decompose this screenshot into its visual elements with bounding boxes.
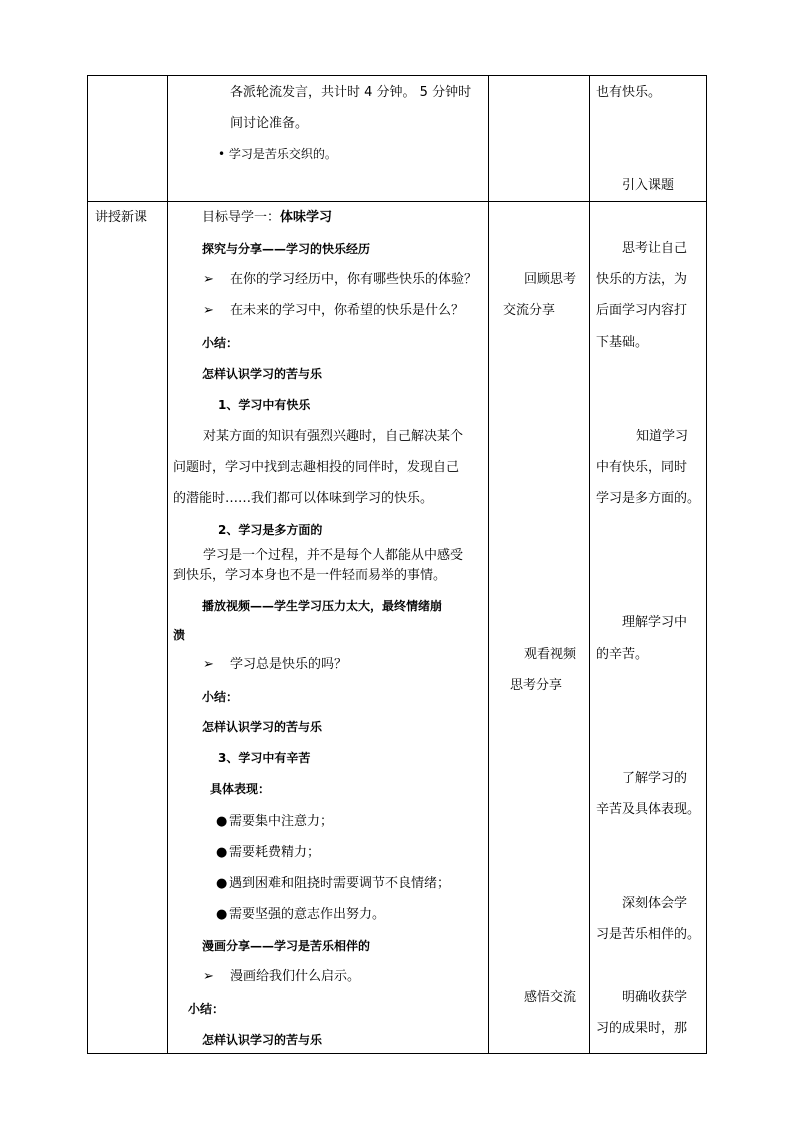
intent-line: 习的成果时，那 — [596, 1021, 688, 1036]
goal-prefix: 目标导学一： — [202, 210, 281, 225]
intent-line: 学习是多方面的。 — [596, 491, 701, 506]
student-activity: 观看视频 — [524, 647, 577, 662]
video-heading-cont: 溃 — [173, 628, 186, 642]
intent-line: 中有快乐，同时 — [596, 460, 688, 475]
specific-label: 具体表现： — [210, 782, 271, 796]
bullet-icon: ● — [216, 907, 228, 922]
arrow-icon: ➢ — [203, 303, 214, 318]
how-heading: 怎样认识学习的苦与乐 — [202, 367, 323, 381]
para2-line: 到快乐，学习本身也不是一件轻而易举的事情。 — [173, 568, 447, 583]
goal-heading — [202, 210, 332, 226]
intent-line: 的辛苦。 — [596, 647, 649, 662]
section-label: 讲授新课 — [95, 210, 148, 225]
bullet-item: 需要集中注意力； — [229, 814, 334, 829]
bullet-item: 需要耗费精力； — [229, 845, 321, 860]
question-4: 漫画给我们什么启示。 — [230, 969, 361, 984]
intent-line: 了解学习的 — [622, 771, 688, 786]
question-1: 在你的学习经历中，你有哪些快乐的体验？ — [230, 272, 478, 287]
student-activity: 回顾思考 — [524, 272, 577, 287]
intent-line: 后面学习内容打 — [596, 303, 688, 318]
table-border-right — [706, 75, 707, 1054]
para1-line: 对某方面的知识有强烈兴趣时，自己解决某个 — [203, 429, 464, 444]
how-heading: 怎样认识学习的苦与乐 — [202, 1033, 323, 1047]
row1-bullet-line: • 学习是苦乐交织的。 — [218, 147, 337, 161]
intent-line: 知道学习 — [636, 429, 689, 444]
table-col-divider-1 — [167, 75, 168, 1054]
how-heading: 怎样认识学习的苦与乐 — [202, 720, 323, 734]
student-activity: 感悟交流 — [524, 990, 577, 1005]
intent-line: 思考让自己 — [622, 241, 688, 256]
row1-intent-text: 也有快乐。 — [596, 85, 662, 100]
row1-content-line: 各派轮流发言，共计时 4 分钟。 5 分钟时 — [230, 85, 472, 100]
intent-line: 习是苦乐相伴的。 — [596, 927, 701, 942]
video-heading: 播放视频——学生学习压力太大，最终情绪崩 — [202, 599, 443, 613]
bullet-item: 需要坚强的意志作出努力。 — [229, 907, 386, 922]
intent-line: 快乐的方法，为 — [596, 272, 688, 287]
explore-heading: 探究与分享——学习的快乐经历 — [202, 242, 371, 256]
table-col-divider-2 — [488, 75, 489, 1054]
arrow-icon: ➢ — [203, 657, 214, 672]
table-row-divider — [87, 201, 707, 202]
point-3-heading: 3、学习中有辛苦 — [218, 751, 311, 765]
question-2: 在未来的学习中，你希望的快乐是什么？ — [230, 303, 465, 318]
row1-intent-text: 引入课题 — [622, 178, 675, 193]
table-border-bottom — [87, 1053, 707, 1054]
bullet-icon: ● — [216, 814, 228, 829]
para1-line: 的潜能时……我们都可以体味到学习的快乐。 — [173, 491, 434, 506]
arrow-icon: ➢ — [203, 272, 214, 287]
comic-heading: 漫画分享——学习是苦乐相伴的 — [202, 939, 371, 953]
table-col-divider-3 — [589, 75, 590, 1054]
intent-line: 理解学习中 — [622, 615, 688, 630]
bullet-item: 遇到困难和阻挠时需要调节不良情绪； — [229, 876, 451, 891]
goal-title: 体味学习 — [280, 210, 333, 225]
bullet-icon: ● — [216, 876, 228, 891]
table-border-top — [87, 75, 707, 76]
intent-line: 辛苦及具体表现。 — [596, 802, 701, 817]
question-3: 学习总是快乐的吗？ — [230, 657, 348, 672]
student-activity: 思考分享 — [510, 678, 563, 693]
para2-line: 学习是一个过程，并不是每个人都能从中感受 — [203, 548, 464, 563]
intent-line: 下基础。 — [596, 335, 649, 350]
summary-label: 小结： — [202, 336, 239, 350]
intent-line: 明确收获学 — [622, 990, 688, 1005]
arrow-icon: ➢ — [203, 969, 214, 984]
bullet-icon: ● — [216, 845, 228, 860]
intent-line: 深刻体会学 — [622, 896, 688, 911]
para1-line: 问题时，学习中找到志趣相投的同伴时，发现自己 — [173, 460, 460, 475]
summary-label: 小结： — [188, 1002, 225, 1016]
point-1-heading: 1、学习中有快乐 — [218, 398, 311, 412]
row1-content-line: 间讨论准备。 — [230, 116, 309, 131]
student-activity: 交流分享 — [503, 303, 556, 318]
summary-label: 小结： — [202, 690, 239, 704]
point-2-heading: 2、学习是多方面的 — [218, 523, 323, 537]
table-border-left — [87, 75, 88, 1054]
